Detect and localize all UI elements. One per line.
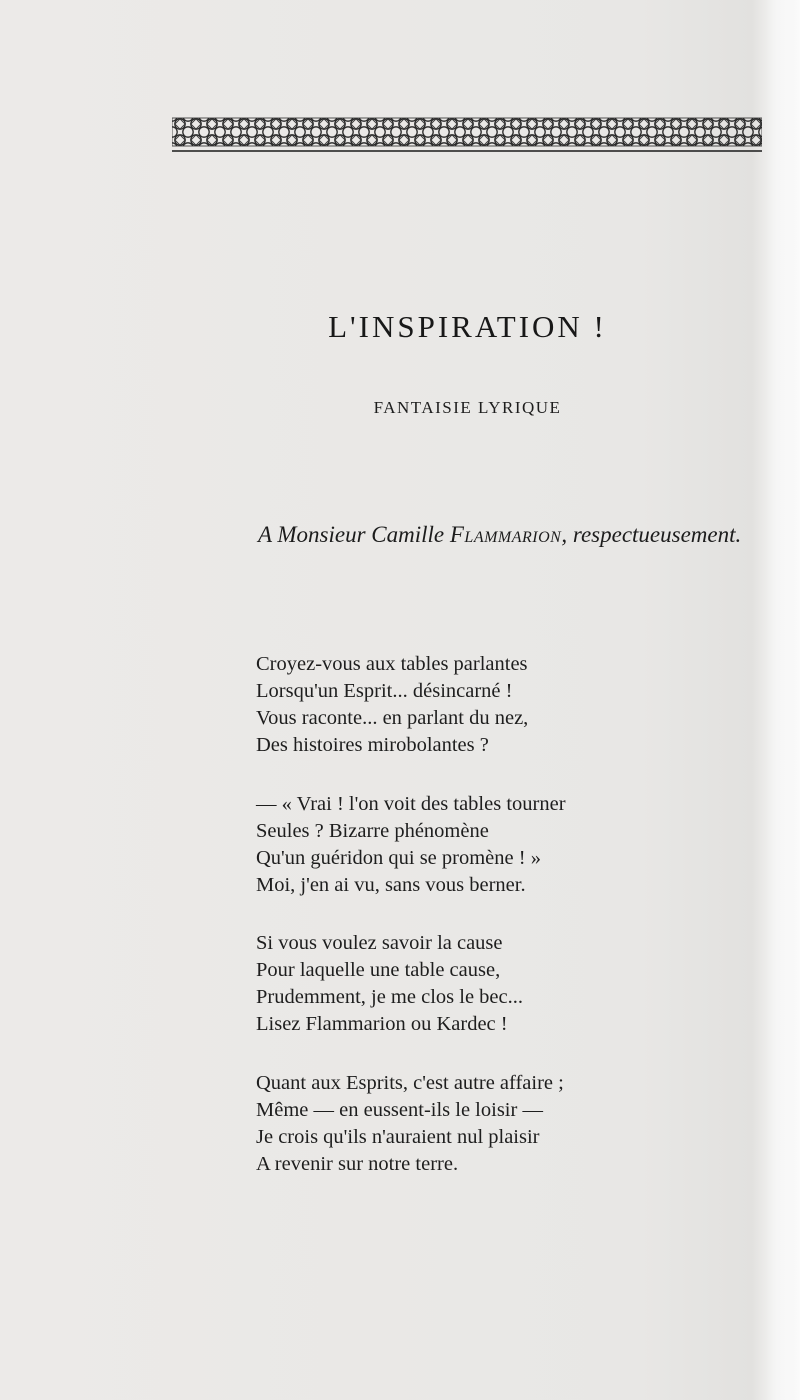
verse-line: Même — en eussent-ils le loisir — [256, 1099, 543, 1121]
verse-line: Lisez Flammarion ou Kardec ! [256, 1013, 508, 1035]
page-edge [766, 0, 800, 1400]
verse-line: Croyez-vous aux tables parlantes [256, 653, 528, 675]
verse-line: Moi, j'en ai vu, sans vous berner. [256, 874, 526, 896]
verse-line: — « Vrai ! l'on voit des tables tourner [256, 793, 566, 815]
verse-line: Si vous voulez savoir la cause [256, 932, 503, 954]
stanza-4 [256, 1070, 686, 1178]
dedication-prefix: A Monsieur Camille [258, 522, 450, 547]
verse-line: Seules ? Bizarre phénomène [256, 820, 489, 842]
dedication [258, 522, 798, 548]
stanza-1 [256, 651, 686, 759]
verse-line: A revenir sur notre terre. [256, 1153, 459, 1175]
verse-line: Prudemment, je me clos le bec... [256, 986, 523, 1008]
stanza-2 [256, 791, 686, 899]
poem-title: L'INSPIRATION ! [328, 309, 607, 344]
verse-line: Des histoires mirobolantes ? [256, 734, 489, 756]
verse-line: Je crois qu'ils n'auraient nul plaisir [256, 1126, 540, 1148]
dedication-name: Flammarion [449, 522, 562, 547]
dedication-suffix: , respectueusement. [561, 522, 742, 547]
verse-line: Lorsqu'un Esprit... désincarné ! [256, 680, 513, 702]
verse-line: Quant aux Esprits, c'est autre affaire ; [256, 1072, 564, 1094]
decorative-chain-border-icon [172, 116, 762, 154]
stanza-3 [256, 930, 686, 1038]
verse-line: Pour laquelle une table cause, [256, 959, 501, 981]
poem-subtitle: FANTAISIE LYRIQUE [373, 398, 562, 417]
verse-line: Vous raconte... en parlant du nez, [256, 707, 529, 729]
verse-line: Qu'un guéridon qui se promène ! » [256, 847, 541, 869]
